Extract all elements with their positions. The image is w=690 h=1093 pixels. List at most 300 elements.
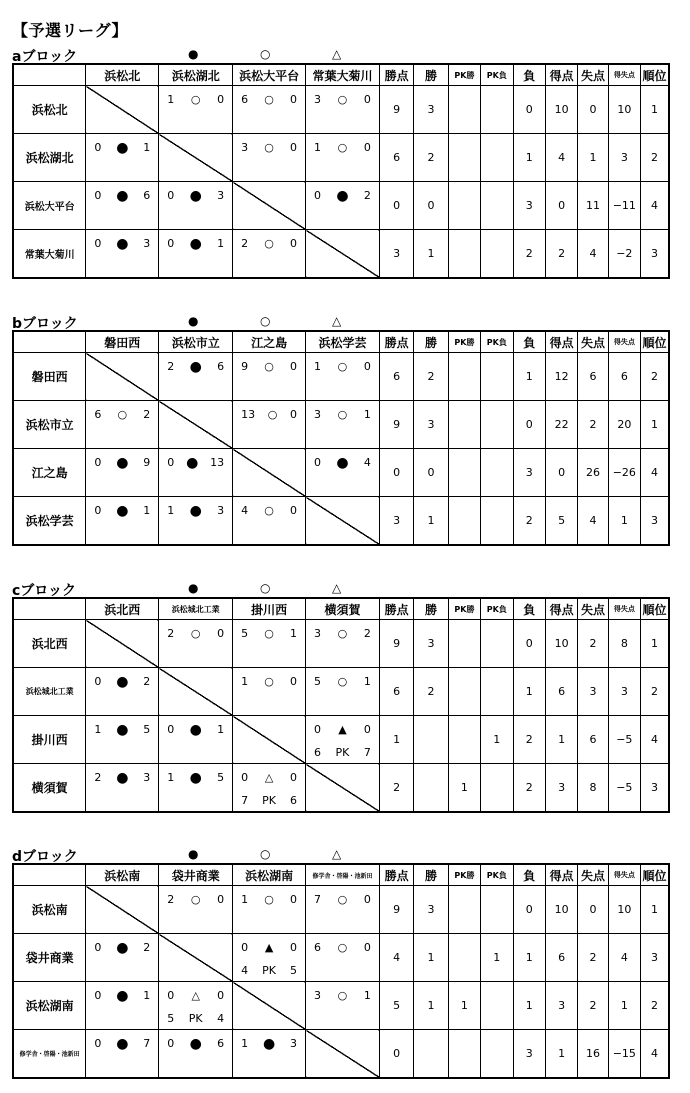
stat-losses: 1: [513, 934, 545, 982]
table-row: [13, 182, 669, 230]
stat-rank: 3: [641, 934, 669, 982]
row-team-name: 江之島: [13, 449, 86, 497]
stat-points: 0: [379, 182, 413, 230]
stat-losses: 0: [513, 620, 545, 668]
stat-goals-for: 1: [545, 716, 577, 764]
legend-loss-icon: ●: [188, 581, 199, 595]
stat-wins: 2: [414, 353, 448, 401]
match-result: 1 ● 3: [233, 1030, 306, 1079]
header-pk-losses: PK負: [481, 864, 513, 886]
header-goal-diff: 得失点: [608, 331, 640, 353]
match-result: 4 ○ 0: [233, 497, 306, 546]
header-goal-diff: 得失点: [608, 64, 640, 86]
match-result: 3 ○ 0: [306, 86, 380, 134]
stat-pk-losses: [481, 134, 513, 182]
stat-goal-diff: 1: [608, 497, 640, 546]
legend-draw-icon: △: [332, 47, 342, 61]
header-goals-for: 得点: [545, 864, 577, 886]
self-cell: [233, 716, 306, 764]
match-result: 0 ● 2: [306, 182, 380, 230]
stat-goals-for: 10: [545, 620, 577, 668]
table-row: [13, 1030, 669, 1079]
stat-losses: 2: [513, 230, 545, 279]
header-pk-losses: PK負: [481, 598, 513, 620]
stat-rank: 2: [641, 353, 669, 401]
header-goals-for: 得点: [545, 331, 577, 353]
stat-points: 9: [379, 86, 413, 134]
self-cell: [306, 764, 380, 813]
header-losses: 負: [513, 864, 545, 886]
stat-rank: 1: [641, 886, 669, 934]
stat-pk-wins: [448, 1030, 480, 1079]
match-result: 3 ○ 1: [306, 982, 380, 1030]
stat-goals-for: 6: [545, 934, 577, 982]
stat-pk-losses: [481, 620, 513, 668]
match-result: 0 ● 6: [159, 1030, 233, 1079]
header-goals-for: 得点: [545, 64, 577, 86]
match-result: 0 ● 1: [86, 134, 159, 182]
self-cell: [233, 449, 306, 497]
row-team-name: 修学舎・啓陽・池新田: [13, 1030, 86, 1079]
legend-draw-icon: △: [332, 581, 342, 595]
header-team: 江之島: [233, 331, 306, 353]
stat-losses: 2: [513, 716, 545, 764]
stat-wins: 0: [414, 182, 448, 230]
stat-pk-wins: [448, 716, 480, 764]
row-team-name: 浜松大平台: [13, 182, 86, 230]
stat-losses: 2: [513, 497, 545, 546]
stat-pk-losses: [481, 497, 513, 546]
stat-goal-diff: 8: [608, 620, 640, 668]
table-row: [13, 764, 669, 813]
stat-pk-losses: [481, 230, 513, 279]
stat-wins: 1: [414, 982, 448, 1030]
self-cell: [306, 230, 380, 279]
stat-points: 3: [379, 497, 413, 546]
header-rank: 順位: [641, 64, 669, 86]
header-team: 浜松大平台: [233, 64, 306, 86]
row-team-name: 浜松湖北: [13, 134, 86, 182]
header-goal-diff: 得失点: [608, 864, 640, 886]
stat-goals-against: 6: [578, 716, 608, 764]
stat-pk-losses: [481, 886, 513, 934]
stat-rank: 1: [641, 620, 669, 668]
stat-rank: 2: [641, 134, 669, 182]
stat-goal-diff: 4: [608, 934, 640, 982]
block-b: [12, 313, 670, 553]
header-goals-against: 失点: [578, 64, 608, 86]
stat-losses: 1: [513, 982, 545, 1030]
stat-goal-diff: 10: [608, 86, 640, 134]
stat-goals-for: 3: [545, 982, 577, 1030]
stat-pk-losses: [481, 401, 513, 449]
match-result: 5 ○ 1: [233, 620, 306, 668]
legend-loss-icon: ●: [188, 47, 199, 61]
match-result: 0 ● 1: [159, 230, 233, 279]
stat-goal-diff: −5: [608, 764, 640, 813]
table-row: [13, 497, 669, 546]
stat-pk-wins: [448, 401, 480, 449]
stat-goal-diff: 20: [608, 401, 640, 449]
standings-table: [12, 597, 670, 813]
self-cell: [86, 353, 159, 401]
stat-wins: [414, 1030, 448, 1079]
stat-goals-for: 10: [545, 86, 577, 134]
legend-win-icon: ○: [260, 581, 271, 595]
stat-goals-against: 26: [578, 449, 608, 497]
stat-goals-for: 4: [545, 134, 577, 182]
stat-goals-for: 6: [545, 668, 577, 716]
stat-pk-losses: [481, 668, 513, 716]
match-result: 2 ○ 0: [159, 620, 233, 668]
match-result: 0 ● 2: [86, 668, 159, 716]
header-points: 勝点: [379, 598, 413, 620]
header-losses: 負: [513, 64, 545, 86]
match-result: 1 ● 5: [86, 716, 159, 764]
stat-points: 1: [379, 716, 413, 764]
legend-draw-icon: △: [332, 847, 342, 861]
stat-points: 4: [379, 934, 413, 982]
self-cell: [233, 982, 306, 1030]
stat-rank: 3: [641, 497, 669, 546]
stat-points: 0: [379, 449, 413, 497]
stat-goal-diff: −11: [608, 182, 640, 230]
header-corner: [13, 864, 86, 886]
stat-wins: 1: [414, 497, 448, 546]
header-goals-against: 失点: [578, 331, 608, 353]
stat-goals-against: 16: [578, 1030, 608, 1079]
stat-goals-against: 2: [578, 401, 608, 449]
match-result: 3 ○ 2: [306, 620, 380, 668]
stat-losses: 0: [513, 86, 545, 134]
table-row: [13, 620, 669, 668]
table-row: [13, 886, 669, 934]
stat-points: 0: [379, 1030, 413, 1079]
table-row: [13, 716, 669, 764]
row-team-name: 浜北西: [13, 620, 86, 668]
legend-loss-icon: ●: [188, 314, 199, 328]
header-rank: 順位: [641, 598, 669, 620]
stat-rank: 1: [641, 401, 669, 449]
stat-wins: 3: [414, 886, 448, 934]
stat-goals-against: 2: [578, 982, 608, 1030]
standings-table: [12, 330, 670, 546]
header-team: 掛川西: [233, 598, 306, 620]
block-label: bブロック: [12, 316, 78, 332]
stat-points: 6: [379, 353, 413, 401]
stat-wins: 1: [414, 230, 448, 279]
block-c: [12, 580, 670, 820]
stat-pk-losses: 1: [481, 934, 513, 982]
stat-wins: 3: [414, 620, 448, 668]
block-a: [12, 46, 670, 286]
stat-pk-wins: [448, 134, 480, 182]
legend-loss-icon: ●: [188, 847, 199, 861]
stat-goal-diff: 6: [608, 353, 640, 401]
match-result: 0 ● 6: [86, 182, 159, 230]
stat-goals-against: 6: [578, 353, 608, 401]
stat-losses: 3: [513, 182, 545, 230]
stat-points: 9: [379, 886, 413, 934]
stat-pk-wins: [448, 182, 480, 230]
legend-win-icon: ○: [260, 314, 271, 328]
stat-goals-against: 8: [578, 764, 608, 813]
row-team-name: 浜松南: [13, 886, 86, 934]
stat-goals-against: 2: [578, 934, 608, 982]
table-row: [13, 934, 669, 982]
table-row: [13, 86, 669, 134]
stat-pk-wins: [448, 86, 480, 134]
block-label: aブロック: [12, 49, 78, 65]
stat-pk-losses: 1: [481, 716, 513, 764]
match-result: 2 ○ 0: [159, 886, 233, 934]
stat-goals-for: 10: [545, 886, 577, 934]
stat-rank: 2: [641, 982, 669, 1030]
header-team: 浜松湖北: [159, 64, 233, 86]
stat-pk-wins: [448, 886, 480, 934]
stat-points: 2: [379, 764, 413, 813]
stat-goals-for: 0: [545, 449, 577, 497]
header-wins: 勝: [414, 64, 448, 86]
table-row: [13, 353, 669, 401]
stat-points: 9: [379, 620, 413, 668]
stat-pk-wins: [448, 934, 480, 982]
match-result: 6 ○ 2: [86, 401, 159, 449]
match-result: 0 ● 7: [86, 1030, 159, 1079]
stat-goals-for: 12: [545, 353, 577, 401]
match-result-pk: 0 ▲ 0 4 PK 5: [233, 934, 306, 982]
row-team-name: 袋井商業: [13, 934, 86, 982]
header-goals-against: 失点: [578, 598, 608, 620]
stat-goal-diff: −2: [608, 230, 640, 279]
table-row: [13, 401, 669, 449]
stat-rank: 4: [641, 449, 669, 497]
row-team-name: 浜松学芸: [13, 497, 86, 546]
stat-pk-losses: [481, 86, 513, 134]
stat-pk-wins: [448, 449, 480, 497]
stat-points: 9: [379, 401, 413, 449]
header-team: 浜松湖南: [233, 864, 306, 886]
match-result: 1 ○ 0: [233, 668, 306, 716]
match-result-pk: 0 △ 0 5 PK 4: [159, 982, 233, 1030]
stat-goal-diff: −26: [608, 449, 640, 497]
header-wins: 勝: [414, 864, 448, 886]
match-result-pk: 0 △ 0 7 PK 6: [233, 764, 306, 813]
legend-draw-icon: △: [332, 314, 342, 328]
self-cell: [306, 497, 380, 546]
row-team-name: 磐田西: [13, 353, 86, 401]
self-cell: [86, 86, 159, 134]
stat-goal-diff: 3: [608, 134, 640, 182]
stat-losses: 3: [513, 1030, 545, 1079]
stat-losses: 1: [513, 668, 545, 716]
stat-losses: 0: [513, 886, 545, 934]
stat-goal-diff: 10: [608, 886, 640, 934]
match-result: 0 ● 1: [159, 716, 233, 764]
stat-goal-diff: 3: [608, 668, 640, 716]
stat-wins: 3: [414, 401, 448, 449]
match-result: 1 ○ 0: [233, 886, 306, 934]
match-result: 6 ○ 0: [233, 86, 306, 134]
stat-goals-against: 2: [578, 620, 608, 668]
legend-win-icon: ○: [260, 847, 271, 861]
header-goals-against: 失点: [578, 864, 608, 886]
header-team: 修学舎・啓陽・池新田: [306, 864, 380, 886]
match-result: 2 ● 3: [86, 764, 159, 813]
header-pk-wins: PK勝: [448, 864, 480, 886]
stat-losses: 2: [513, 764, 545, 813]
page-title: 【予選リーグ】: [12, 21, 128, 40]
self-cell: [233, 182, 306, 230]
self-cell: [159, 668, 233, 716]
header-team: 磐田西: [86, 331, 159, 353]
header-team: 浜松学芸: [306, 331, 380, 353]
stat-pk-losses: [481, 449, 513, 497]
match-result: 3 ○ 0: [233, 134, 306, 182]
table-row: [13, 134, 669, 182]
match-result: 1 ○ 0: [306, 134, 380, 182]
stat-losses: 3: [513, 449, 545, 497]
stat-pk-losses: [481, 1030, 513, 1079]
match-result: 0 ● 4: [306, 449, 380, 497]
stat-rank: 1: [641, 86, 669, 134]
match-result: 2 ○ 0: [233, 230, 306, 279]
header-pk-wins: PK勝: [448, 64, 480, 86]
match-result: 0 ● 13: [159, 449, 233, 497]
stat-wins: 0: [414, 449, 448, 497]
stat-points: 5: [379, 982, 413, 1030]
stat-points: 6: [379, 134, 413, 182]
header-pk-wins: PK勝: [448, 331, 480, 353]
stat-goals-for: 3: [545, 764, 577, 813]
header-corner: [13, 64, 86, 86]
match-result: 1 ○ 0: [306, 353, 380, 401]
self-cell: [86, 886, 159, 934]
stat-losses: 1: [513, 353, 545, 401]
stat-goals-against: 1: [578, 134, 608, 182]
match-result: 1 ● 3: [159, 497, 233, 546]
header-goal-diff: 得失点: [608, 598, 640, 620]
match-result-pk: 0 ▲ 0 6 PK 7: [306, 716, 380, 764]
table-row: [13, 668, 669, 716]
header-team: 浜松南: [86, 864, 159, 886]
stat-goal-diff: −5: [608, 716, 640, 764]
header-pk-losses: PK負: [481, 331, 513, 353]
header-points: 勝点: [379, 864, 413, 886]
match-result: 0 ● 3: [86, 230, 159, 279]
stat-goals-against: 11: [578, 182, 608, 230]
match-result: 3 ○ 1: [306, 401, 380, 449]
row-team-name: 浜松湖南: [13, 982, 86, 1030]
stat-rank: 4: [641, 716, 669, 764]
header-losses: 負: [513, 331, 545, 353]
stat-wins: [414, 764, 448, 813]
standings-table: [12, 863, 670, 1079]
header-team: 横須賀: [306, 598, 380, 620]
stat-goals-for: 2: [545, 230, 577, 279]
self-cell: [86, 620, 159, 668]
header-team: 浜松北: [86, 64, 159, 86]
stat-pk-losses: [481, 182, 513, 230]
stat-points: 6: [379, 668, 413, 716]
match-result: 0 ● 3: [159, 182, 233, 230]
stat-losses: 0: [513, 401, 545, 449]
stat-pk-losses: [481, 982, 513, 1030]
header-rank: 順位: [641, 864, 669, 886]
stat-rank: 4: [641, 182, 669, 230]
header-team: 常葉大菊川: [306, 64, 380, 86]
row-team-name: 浜松城北工業: [13, 668, 86, 716]
header-points: 勝点: [379, 64, 413, 86]
stat-goal-diff: −15: [608, 1030, 640, 1079]
standings-table: [12, 63, 670, 279]
block-label: cブロック: [12, 583, 77, 599]
self-cell: [306, 1030, 380, 1079]
stat-rank: 3: [641, 230, 669, 279]
header-corner: [13, 331, 86, 353]
block-label: dブロック: [12, 849, 78, 865]
stat-pk-wins: [448, 620, 480, 668]
header-wins: 勝: [414, 331, 448, 353]
stat-goals-against: 0: [578, 886, 608, 934]
match-result: 0 ● 9: [86, 449, 159, 497]
row-team-name: 常葉大菊川: [13, 230, 86, 279]
stat-wins: 2: [414, 134, 448, 182]
header-pk-wins: PK勝: [448, 598, 480, 620]
match-result: 0 ● 2: [86, 934, 159, 982]
header-team: 浜松城北工業: [159, 598, 233, 620]
header-corner: [13, 598, 86, 620]
header-pk-losses: PK負: [481, 64, 513, 86]
table-row: [13, 230, 669, 279]
stat-wins: 3: [414, 86, 448, 134]
stat-rank: 3: [641, 764, 669, 813]
stat-points: 3: [379, 230, 413, 279]
match-result: 1 ● 5: [159, 764, 233, 813]
legend-win-icon: ○: [260, 47, 271, 61]
stat-goals-against: 4: [578, 230, 608, 279]
stat-pk-wins: [448, 353, 480, 401]
stat-goals-for: 0: [545, 182, 577, 230]
block-d: [12, 846, 670, 1086]
stat-goals-against: 4: [578, 497, 608, 546]
stat-pk-wins: 1: [448, 982, 480, 1030]
stat-losses: 1: [513, 134, 545, 182]
table-row: [13, 449, 669, 497]
row-team-name: 横須賀: [13, 764, 86, 813]
row-team-name: 浜松北: [13, 86, 86, 134]
stat-goals-against: 3: [578, 668, 608, 716]
stat-goals-against: 0: [578, 86, 608, 134]
match-result: 7 ○ 0: [306, 886, 380, 934]
header-team: 浜松市立: [159, 331, 233, 353]
header-points: 勝点: [379, 331, 413, 353]
header-team: 袋井商業: [159, 864, 233, 886]
match-result: 6 ○ 0: [306, 934, 380, 982]
stat-wins: 1: [414, 934, 448, 982]
header-rank: 順位: [641, 331, 669, 353]
stat-goal-diff: 1: [608, 982, 640, 1030]
header-team: 浜北西: [86, 598, 159, 620]
header-goals-for: 得点: [545, 598, 577, 620]
stat-pk-wins: 1: [448, 764, 480, 813]
stat-pk-wins: [448, 230, 480, 279]
header-wins: 勝: [414, 598, 448, 620]
stat-goals-for: 22: [545, 401, 577, 449]
match-result: 5 ○ 1: [306, 668, 380, 716]
match-result: 0 ● 1: [86, 497, 159, 546]
stat-pk-losses: [481, 764, 513, 813]
